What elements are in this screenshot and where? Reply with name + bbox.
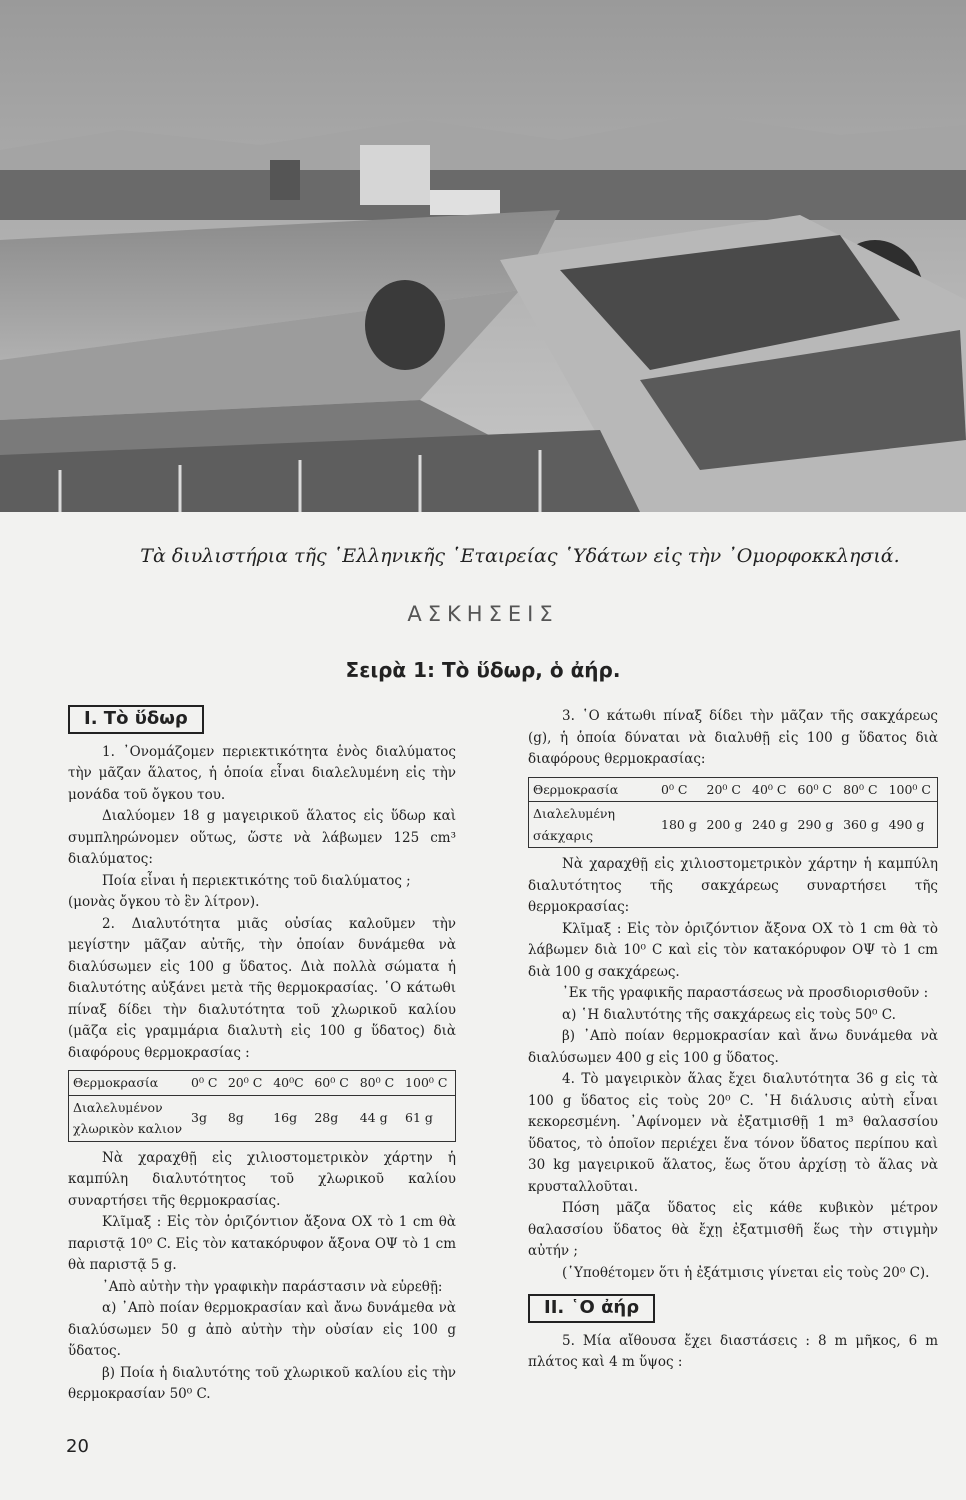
table-cell: 80⁰ C <box>356 1071 401 1096</box>
filtration-plant-photo <box>0 0 966 512</box>
table-cell: 180 g <box>661 816 697 832</box>
exercise-2-find: ᾿Απὸ αὐτὴν τὴν γραφικὴν παράστασιν νὰ εὑρεθῇ: <box>102 1278 443 1295</box>
table-cell: 60⁰ C <box>794 777 840 802</box>
table-cell: 0⁰ C <box>657 777 703 802</box>
exercise-3-find: ᾿Εκ τῆς γραφικῆς παραστάσεως νὰ προσδιορισθοῦν : <box>562 985 929 1001</box>
table-cell: 8g <box>227 1110 244 1126</box>
exercise-4-note: (῾Υποθέτομεν ὅτι ἡ ἐξάτμισις γίνεται εἰς τοὺς 20⁰ C). <box>562 1264 930 1281</box>
exercise-5-text: 5. Μία αἴθουσα ἔχει διαστάσεις : 8 m μῆκος, 6 m πλάτος καὶ 4 m ὕψος : <box>528 1332 938 1370</box>
exercise-1-question: Ποία εἶναι ἡ περιεκτικότης τοῦ διαλύματος ; <box>102 872 411 889</box>
exercise-1-text: 1. ᾿Ονομάζομεν περιεκτικότητα ἑνὸς διαλύματος τὴν μᾶζαν ἅλατος, ἡ ὁποία εἶναι διαλελυμένη εἰς τὴν μονάδα τοῦ ὄγκου του. <box>68 743 456 803</box>
table-row <box>529 802 938 848</box>
right-column <box>528 706 938 1374</box>
table-cell: 40⁰ C <box>748 777 794 802</box>
left-column <box>68 705 456 1406</box>
exercise-2-question-a: α) ᾿Απὸ ποίαν θερμοκρασίαν καὶ ἄνω δυνάμεθα νὰ διαλύσωμεν 50 g ἀπὸ αὐτὴν τὴν οὐσίαν εἰς 100 g ὕδατος. <box>68 1300 456 1359</box>
table-cell: 3g <box>191 1110 207 1126</box>
table-cell: 290 g <box>797 816 834 832</box>
table-cell: 490 g <box>888 816 925 832</box>
photo-caption: Τὰ διυλιστήρια τῆς ῾Ελληνικῆς ῾Εταιρείας ῾Υδάτων εἰς τὴν ᾿Ομορφοκκλησιά. <box>140 545 900 567</box>
table-cell: 61 g <box>405 1110 433 1126</box>
table-row <box>529 777 938 802</box>
table-cell: 28g <box>314 1110 339 1126</box>
exercise-1-note: (μονὰς ὄγκου τὸ ἓν λίτρον). <box>68 894 260 910</box>
exercise-3-text: 3. ῾Ο κάτωθι πίναξ δίδει τὴν μᾶζαν τῆς σακχάρεως (g), ἡ ὁποία δύναται νὰ διαλυθῇ εἰς 100 g ὕδατος διὰ διαφόρους θερμοκρασίας: <box>528 708 938 767</box>
table-cell: 40⁰C <box>269 1071 310 1096</box>
table-cell: 20⁰ C <box>224 1071 269 1096</box>
table-cell: 0⁰ C <box>187 1071 224 1096</box>
exercise-1-setup: Διαλύομεν 18 g μαγειρικοῦ ἅλατος εἰς ὕδωρ καὶ συμπληρώνομεν οὕτως, ὥστε νὰ λάβωμεν 125 cm³ διαλύματος: <box>68 808 456 867</box>
exercise-3-question-b: β) ᾿Απὸ ποίαν θερμοκρασίαν καὶ ἄνω δυνάμεθα νὰ διαλύσωμεν 400 g εἰς 100 g ὕδατος. <box>528 1028 938 1066</box>
air-section-heading: II. ῾Ο ἀήρ <box>528 1294 655 1323</box>
exercise-3-scale: Κλῖμαξ : Εἰς τὸν ὁριζόντιον ἄξονα ΟΧ τὸ 1 cm θὰ τὸ λάβωμεν διὰ 10⁰ C καὶ εἰς τὸν κατακόρυφον ΟΨ τὸ 1 cm διὰ 100 g σακχάρεως. <box>528 920 938 980</box>
water-section-heading: I. Τὸ ὕδωρ <box>68 705 204 734</box>
table-cell: 20⁰ C <box>703 777 749 802</box>
table-label: Διαλελυμένη σάκχαρις <box>533 806 615 843</box>
exercise-4-question: Πόση μᾶζα ὕδατος εἰς κάθε κυβικὸν μέτρον θαλασσίου ὕδατος θὰ ἔχῃ ἐξατμισθῆ ἕως τὴν στιγμὴν αὐτήν ; <box>528 1200 938 1259</box>
table-label: Θερμοκρασία <box>529 777 658 802</box>
exercise-2-text: 2. Διαλυτότητα μιᾶς οὐσίας καλοῦμεν τὴν μεγίστην μᾶζαν αὐτῆς, τὴν ὁποίαν δυνάμεθα νὰ διαλύσωμεν εἰς 100 g ὕδατος. Διὰ πολλὰ σώματα ἡ διαλυτότης αὐξάνει μετὰ τῆς θερμοκρασίας. ῾Ο κάτωθι πίναξ δίδει τὴν διαλυτότητα τοῦ χλωρικοῦ καλίου (μᾶζα εἰς γραμμάρια διαλυτὴ εἰς 100 g ὕδατος) διὰ διαφόρους θερμοκρασίας : <box>68 915 456 1061</box>
exercise-2-scale: Κλῖμαξ : Εἰς τὸν ὁριζόντιον ἄξονα ΟΧ τὸ 1 cm θὰ παριστᾷ 10⁰ C. Εἰς τὸν κατακόρυφον ἄξονα ΟΨ τὸ 1 cm θὰ παριστᾷ 5 g. <box>68 1214 456 1273</box>
table-row <box>69 1095 456 1141</box>
table-row <box>69 1071 456 1096</box>
table-cell: 200 g <box>706 816 743 832</box>
table-cell: 100⁰ C <box>885 777 938 802</box>
series-title: Σειρὰ 1: Τὸ ὕδωρ, ὁ ἀήρ. <box>345 658 621 682</box>
section-title: ΑΣΚΗΣΕΙΣ <box>407 602 559 626</box>
table-cell: 100⁰ C <box>401 1071 455 1096</box>
table-label: Θερμοκρασία <box>69 1071 188 1096</box>
exercise-3-instruction: Νὰ χαραχθῇ εἰς χιλιοστομετρικὸν χάρτην ἡ καμπύλη διαλυτότητος τῆς σακχάρεως συναρτήσει τῆς θερμοκρασίας: <box>528 856 938 915</box>
potassium-chlorate-table <box>68 1070 456 1142</box>
sugar-solubility-table <box>528 777 938 849</box>
table-cell: 16g <box>273 1110 298 1126</box>
table-cell: 60⁰ C <box>310 1071 355 1096</box>
table-label: Διαλελυμένον χλωρικὸν καλιον <box>73 1099 183 1136</box>
page-number: 20 <box>66 1436 89 1457</box>
table-cell: 240 g <box>752 816 788 832</box>
table-cell: 360 g <box>843 816 879 832</box>
exercise-2-question-b: β) Ποία ἡ διαλυτότης τοῦ χλωρικοῦ καλίου εἰς τὴν θερμοκρασίαν 50⁰ C. <box>68 1364 456 1402</box>
exercise-2-instruction: Νὰ χαραχθῇ εἰς χιλιοστομετρικὸν χάρτην ἡ καμπύλη διαλυτότητος τοῦ χλωρικοῦ καλίου συναρτήσει τῆς θερμοκρασίας. <box>68 1149 456 1209</box>
exercise-4-text: 4. Τὸ μαγειρικὸν ἅλας ἔχει διαλυτότητα 36 g εἰς τὰ 100 g ὕδατος εἰς τοὺς 20⁰ C. ῾Η διάλυσις αὐτὴ εἶναι κεκορεσμένη. ᾿Αφίνομεν νὰ ἐξατμισθῇ 1 m³ θαλασσίου ὕδατος, τὸ ὁποῖον περιέχει ἕνα τόνον ὕδατος περίπου καὶ 30 kg μαγειρικοῦ ἅλατος, ἕως ὅτου ἀρχίσῃ τὸ ἅλας νὰ κρυσταλλοῦται. <box>528 1071 938 1195</box>
exercise-3-question-a: α) ῾Η διαλυτότης τῆς σακχάρεως εἰς τοὺς 50⁰ C. <box>562 1006 896 1023</box>
photo-icon <box>0 0 966 512</box>
table-cell: 80⁰ C <box>839 777 885 802</box>
table-cell: 44 g <box>359 1110 388 1126</box>
